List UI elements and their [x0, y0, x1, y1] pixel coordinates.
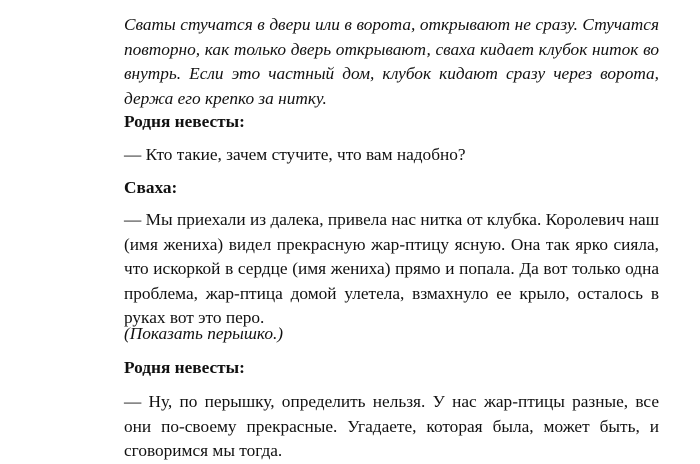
dialogue-line: — Мы приехали из далека, привела нас нитка от клубка. Королевич наш (имя жениха) видел прекрасную жар-птицу ясную. Она так ярко сияла, что искоркой в сердце (имя жениха) прямо и попала. Да вот только одна проблема, жар-птица домой улетела, взмахнуло ее крыло, осталось в руках вот это перо. [124, 210, 659, 327]
speaker-label-bride-relatives: Родня невесты: [124, 358, 245, 377]
speaker-label-matchmaker: Сваха: [124, 178, 178, 197]
stage-direction-paragraph: (Показать перышко.) [124, 324, 284, 343]
speaker-label-bride-relatives: Родня невесты: [124, 112, 245, 131]
dialogue-line: — Кто такие, зачем стучите, что вам надобно? [124, 145, 466, 164]
stage-direction-paragraph: Сваты стучатся в двери или в ворота, открывают не сразу. Стучатся повторно, как только дверь открывают, сваха кидает клубок ниток во внутрь. Если это частный дом, клубок кидают сразу через ворота, держа его крепко за нитку. [124, 15, 659, 108]
dialogue-line: — Ну, по перышку, определить нельзя. У нас жар-птицы разные, все они по-своему прекрасные. Угадаете, которая была, может быть, и сговоримся мы тогда. [124, 392, 659, 460]
